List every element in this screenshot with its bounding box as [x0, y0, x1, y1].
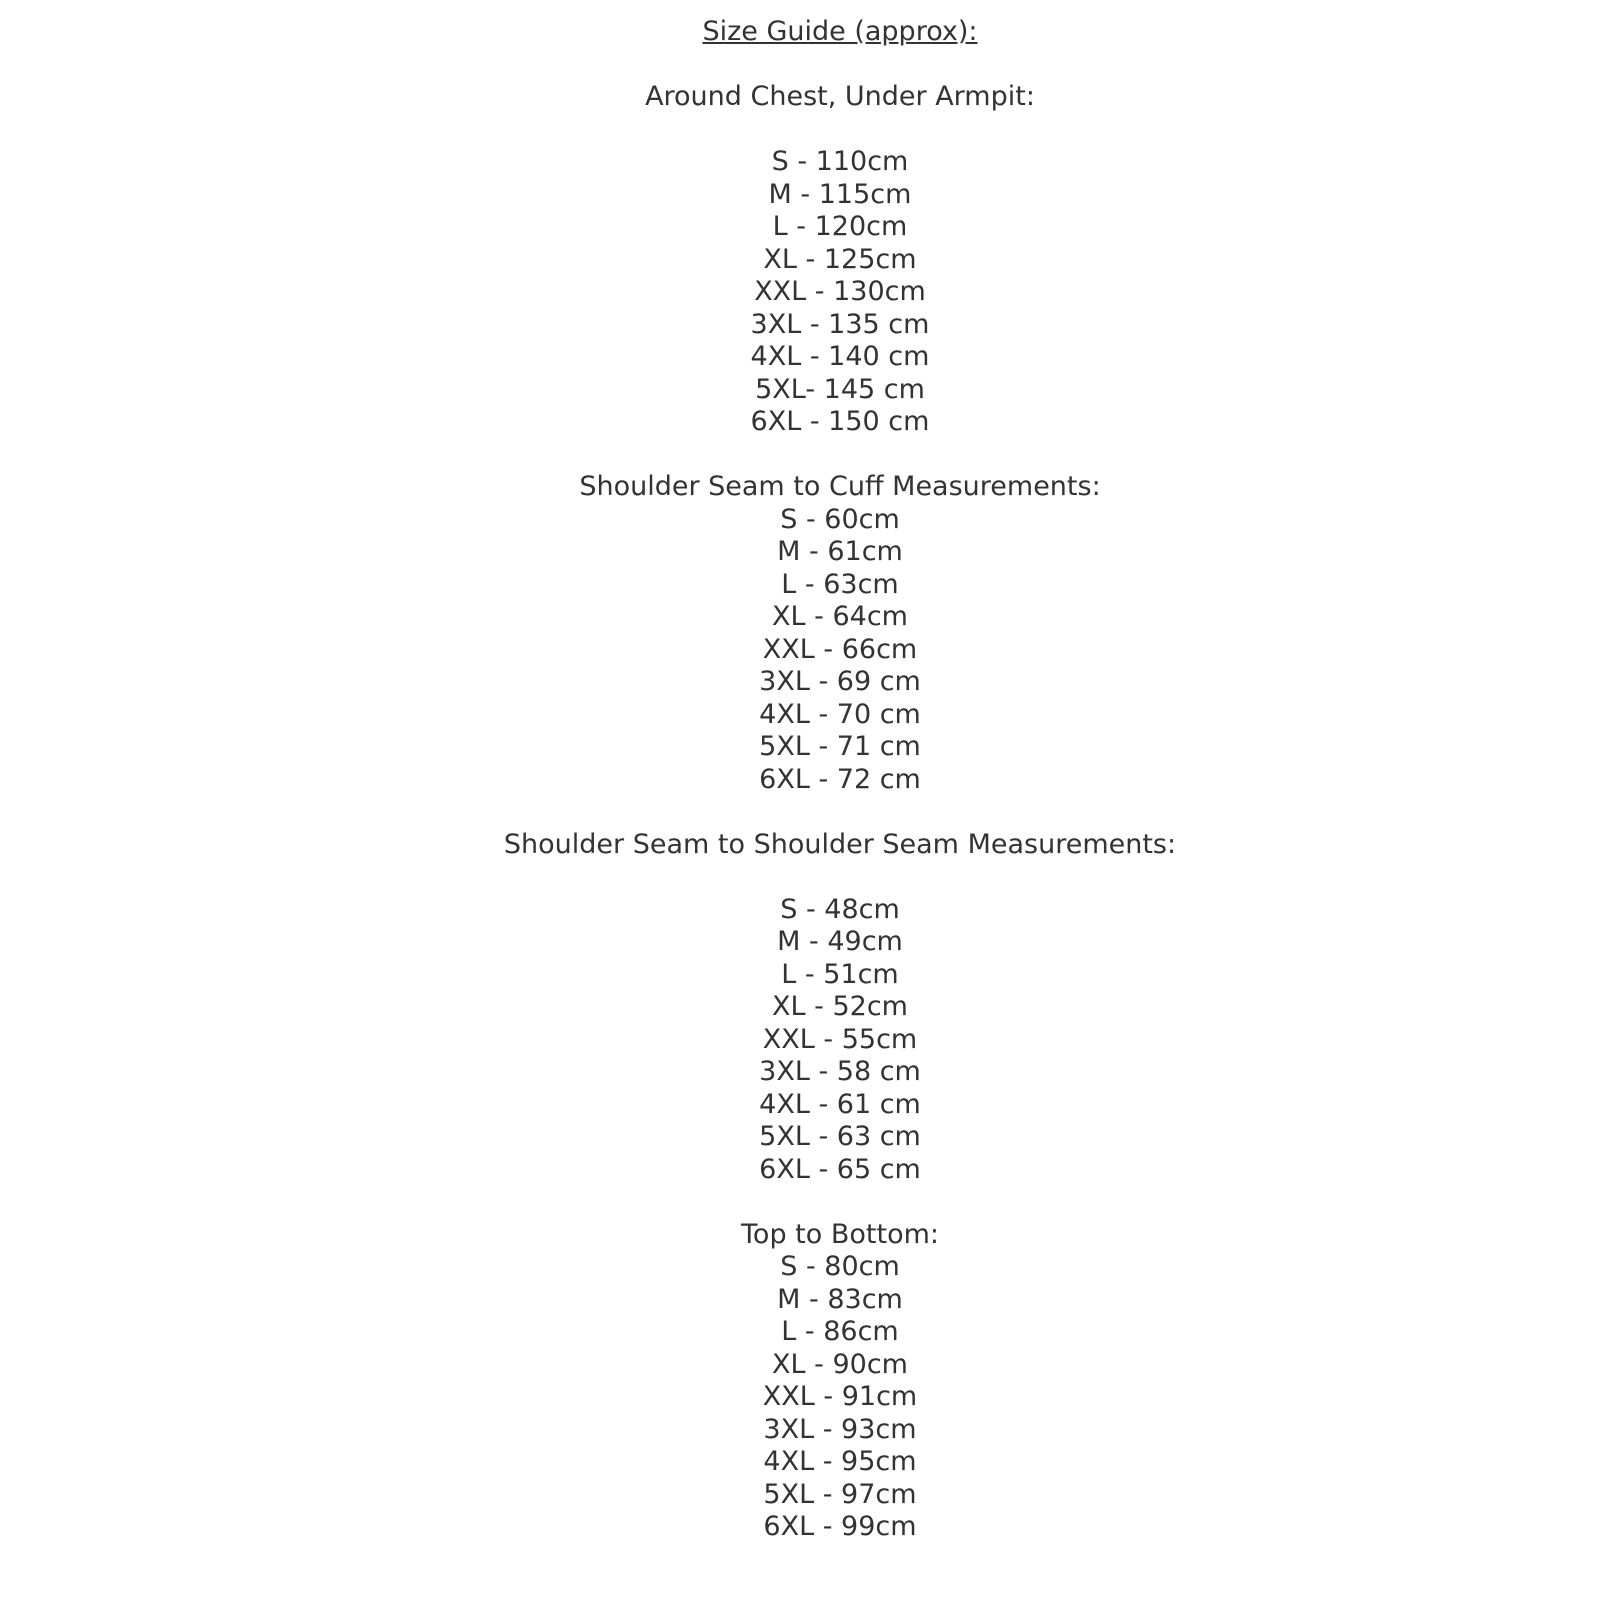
size-row: L - 51cm — [781, 958, 899, 990]
size-row: 4XL - 95cm — [763, 1446, 917, 1477]
section-shoulder-to-cuff — [80, 471, 1600, 796]
size-row: XL - 64cm — [772, 601, 908, 632]
size-row: 5XL - 71 cm — [759, 731, 921, 762]
size-row: 3XL - 93cm — [763, 1413, 917, 1445]
size-row: S - 80cm — [780, 1251, 900, 1282]
section-heading-around-chest: Around Chest, Under Armpit: — [645, 81, 1035, 112]
blank-line — [80, 114, 1600, 147]
size-row: 6XL - 150 cm — [750, 406, 930, 437]
section-heading-top-to-bottom: Top to Bottom: — [741, 1218, 939, 1250]
size-row: 6XL - 72 cm — [759, 763, 921, 795]
size-row: 4XL - 61 cm — [759, 1088, 921, 1120]
blank-line — [80, 796, 1600, 829]
size-row: 3XL - 69 cm — [759, 666, 921, 697]
blank-line — [80, 861, 1600, 894]
size-row: XXL - 91cm — [762, 1381, 918, 1412]
section-around-chest — [80, 81, 1600, 439]
blank-line — [80, 439, 1600, 472]
size-row: L - 86cm — [781, 1316, 899, 1347]
size-row: L - 63cm — [781, 568, 899, 600]
section-heading-shoulder-to-cuff: Shoulder Seam to Cuff Measurements: — [579, 471, 1101, 502]
section-heading-shoulder-to-shoulder: Shoulder Seam to Shoulder Seam Measurements: — [503, 828, 1177, 860]
size-row: 5XL - 97cm — [763, 1478, 917, 1510]
size-row: 5XL- 145 cm — [755, 373, 925, 405]
size-row: S - 60cm — [780, 503, 900, 535]
section-shoulder-to-shoulder — [80, 829, 1600, 1187]
size-row: 3XL - 135 cm — [750, 308, 930, 340]
size-row: M - 61cm — [777, 536, 903, 567]
size-row: 3XL - 58 cm — [759, 1056, 921, 1087]
size-row: M - 49cm — [777, 926, 903, 957]
size-row: 4XL - 140 cm — [750, 341, 930, 372]
size-row: XXL - 55cm — [762, 1023, 918, 1055]
size-row: XL - 125cm — [763, 243, 917, 275]
section-top-to-bottom — [80, 1219, 1600, 1544]
page-title: Size Guide (approx): — [702, 16, 978, 47]
blank-line — [80, 1186, 1600, 1219]
size-row: S - 110cm — [771, 146, 909, 177]
size-row: XXL - 130cm — [754, 276, 926, 307]
size-row: XL - 52cm — [772, 991, 908, 1022]
size-row: 5XL - 63 cm — [759, 1121, 921, 1152]
size-row: M - 83cm — [777, 1283, 903, 1315]
size-row: XXL - 66cm — [762, 633, 918, 665]
size-guide-content — [80, 16, 1600, 1544]
blank-line — [80, 49, 1600, 82]
size-row: M - 115cm — [768, 178, 912, 210]
size-row: 4XL - 70 cm — [759, 698, 921, 730]
size-row: L - 120cm — [772, 211, 908, 242]
size-row: 6XL - 99cm — [763, 1511, 917, 1542]
size-row: 6XL - 65 cm — [759, 1153, 921, 1185]
size-row: S - 48cm — [780, 893, 900, 925]
size-row: XL - 90cm — [772, 1348, 908, 1380]
